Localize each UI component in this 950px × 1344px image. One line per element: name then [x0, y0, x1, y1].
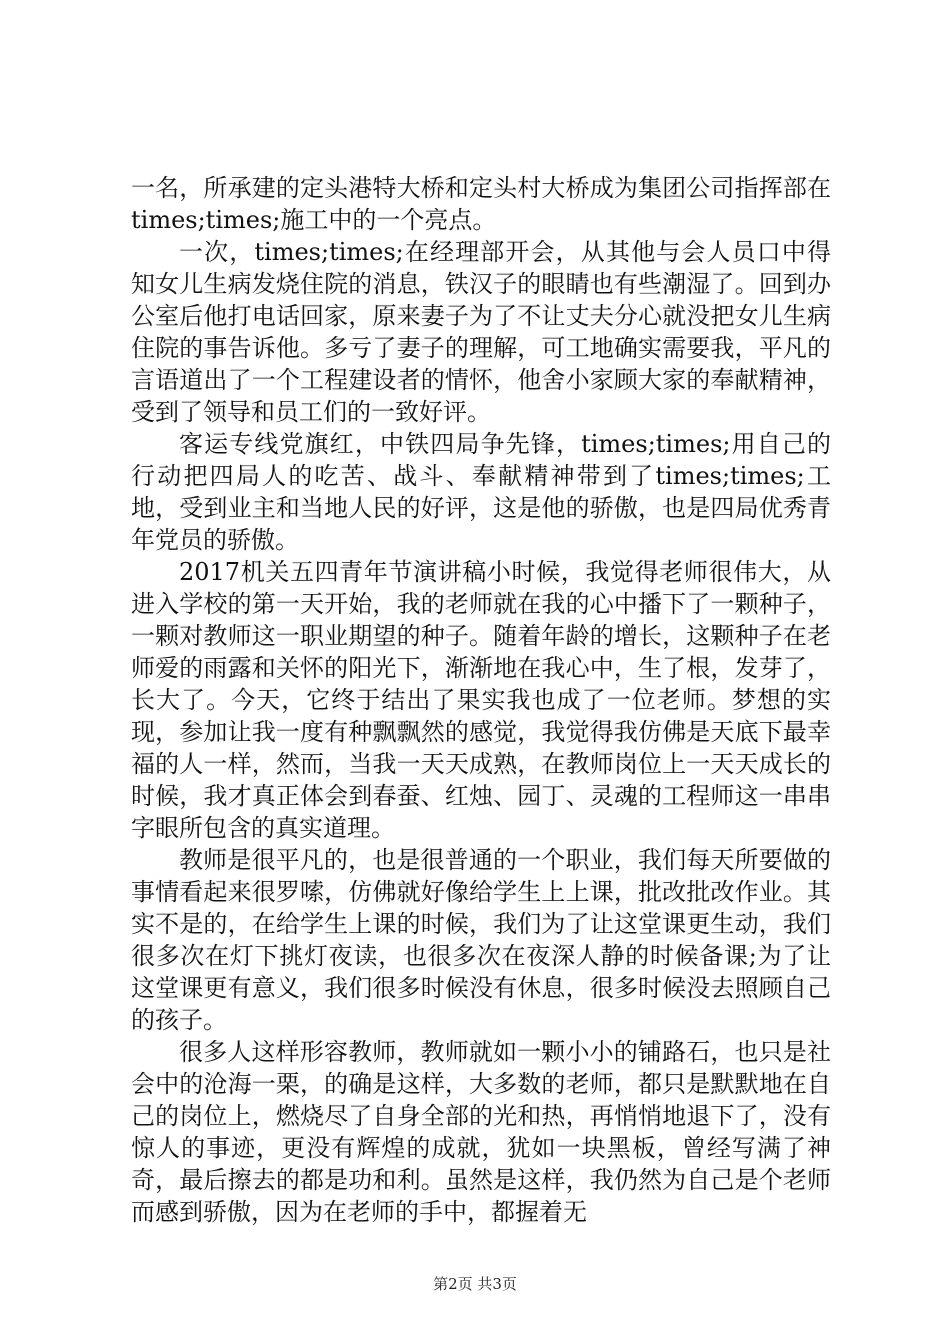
paragraph-5: 教师是很平凡的，也是很普通的一个职业，我们每天所要做的事情看起来很罗嗦，仿佛就好像给学生上上课，批改批改作业。其实不是的，在给学生上课的时候，我们为了让这堂课更生动，我们很多次在灯下挑灯夜读，也很多次在夜深人静的时候备课;为了让这堂课更有意义，我们很多时候没有休息，很多时候没去照顾自己的孩子。 — [131, 846, 831, 1034]
page-footer: 第2页 共3页 — [433, 1275, 517, 1293]
document-body — [131, 172, 831, 1228]
paragraph-1: 一名，所承建的定头港特大桥和定头村大桥成为集团公司指挥部在times;times;施工中的一个亮点。 — [131, 174, 831, 234]
paragraph-6: 很多人这样形容教师，教师就如一颗小小的铺路石，也只是社会中的沧海一栗，的确是这样，大多数的老师，都只是默默地在自己的岗位上，燃烧尽了自身全部的光和热，再悄悄地退下了，没有惊人的事迹，更没有辉煌的成就，犹如一块黑板，曾经写满了神奇，最后擦去的都是功和利。虽然是这样，我仍然为自己是个老师而感到骄傲，因为在老师的手中，都握着无 — [131, 1038, 831, 1226]
paragraph-2: 一次，times;times;在经理部开会，从其他与会人员口中得知女儿生病发烧住院的消息，铁汉子的眼睛也有些潮湿了。回到办公室后他打电话回家，原来妻子为了不让丈夫分心就没把女儿生病住院的事告诉他。多亏了妻子的理解，可工地确实需要我，平凡的言语道出了一个工程建设者的情怀，他舍小家顾大家的奉献精神，受到了领导和员工们的一致好评。 — [131, 238, 831, 426]
paragraph-4: 2017机关五四青年节演讲稿小时候，我觉得老师很伟大，从进入学校的第一天开始，我的老师就在我的心中播下了一颗种子，一颗对教师这一职业期望的种子。随着年龄的增长，这颗种子在老师爱的雨露和关怀的阳光下，渐渐地在我心中，生了根，发芽了，长大了。今天，它终于结出了果实我也成了一位老师。梦想的实现，参加让我一度有种飘飘然的感觉，我觉得我仿佛是天底下最幸福的人一样，然而，当我一天天成熟，在教师岗位上一天天成长的时候，我才真正体会到春蚕、红烛、园丁、灵魂的工程师这一串串字眼所包含的真实道理。 — [131, 558, 831, 842]
paragraph-3: 客运专线党旗红，中铁四局争先锋，times;times;用自己的行动把四局人的吃苦、战斗、奉献精神带到了times;times;工地，受到业主和当地人民的好评，这是他的骄傲，也是四局优秀青年党员的骄傲。 — [131, 430, 831, 554]
